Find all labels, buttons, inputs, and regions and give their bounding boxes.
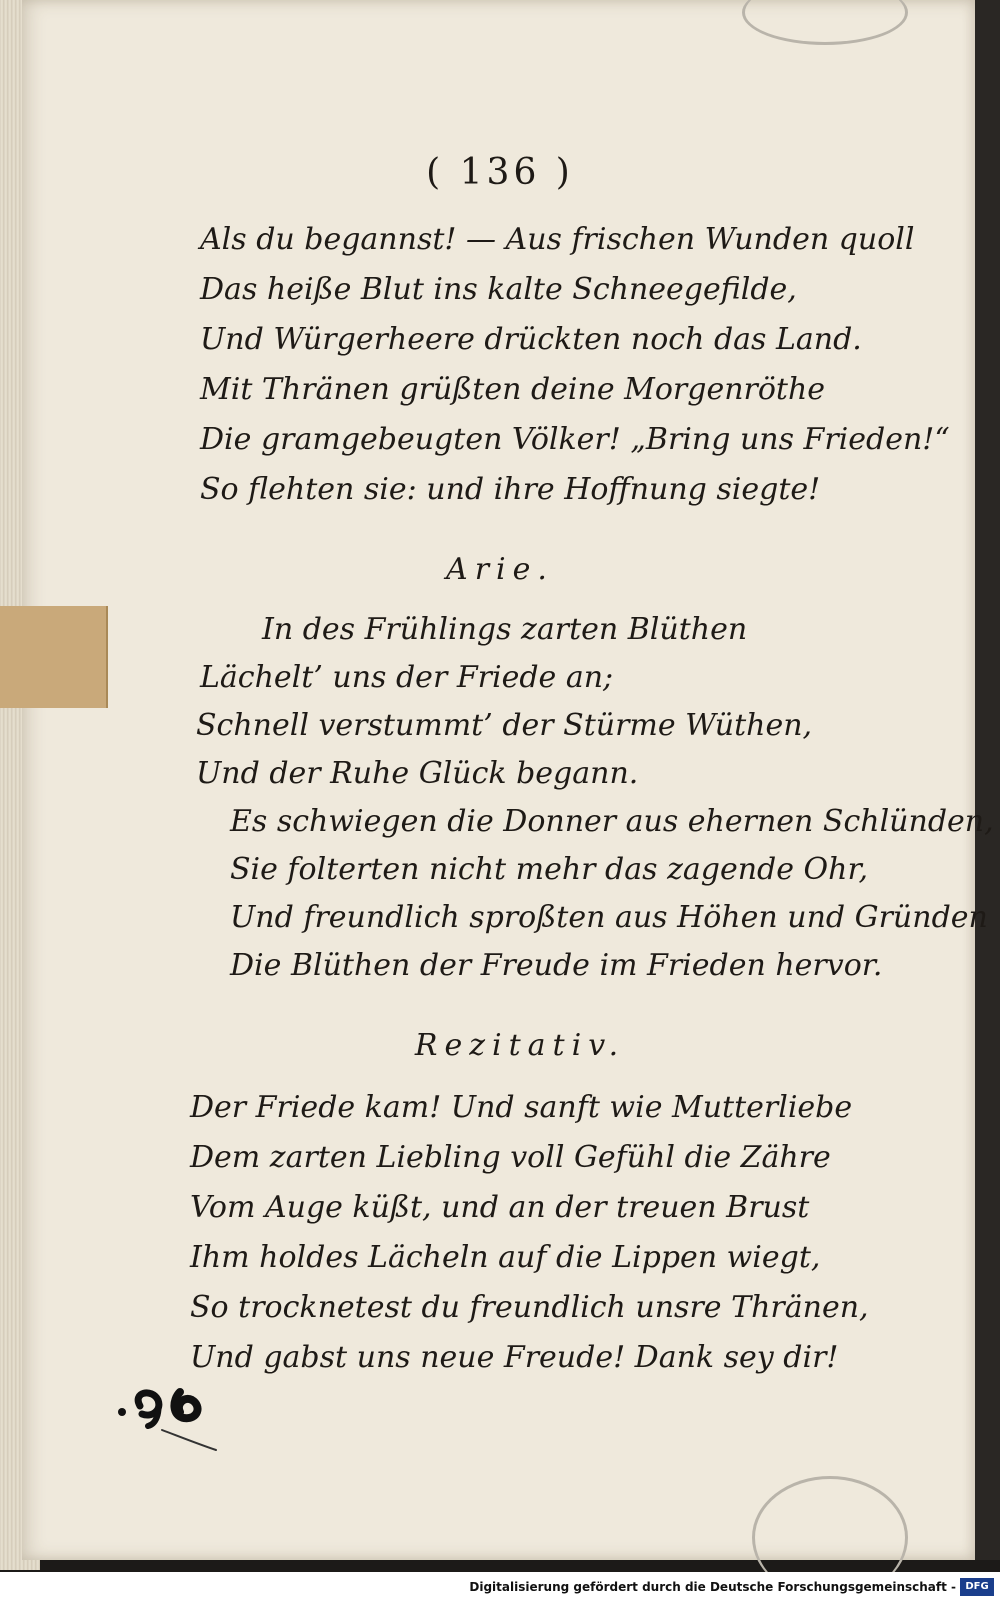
text-line: Vom Auge küßt, und an der treuen Brust	[190, 1190, 810, 1225]
text-line: Und gabst uns neue Freude! Dank sey dir!	[190, 1340, 839, 1375]
text-line: Lächelt’ uns der Friede an;	[200, 660, 614, 695]
text-line: Ihm holdes Lächeln auf die Lippen wiegt,	[190, 1240, 821, 1275]
section-heading-rezitativ: Rezitativ.	[414, 1028, 626, 1063]
text-line: Die gramgebeugten Völker! „Bring uns Frieden!“	[200, 422, 950, 457]
text-line: Und Würgerheere drückten noch das Land.	[200, 322, 862, 357]
text-line: Als du begannst! — Aus frischen Wunden quoll	[200, 222, 915, 257]
text-line: Der Friede kam! Und sanft wie Mutterliebe	[190, 1090, 853, 1125]
page-number: ( 136 )	[426, 152, 574, 193]
handwritten-mark	[118, 1384, 218, 1454]
paper-tab-marker	[0, 606, 108, 708]
text-line: So flehten sie: und ihre Hoffnung siegte!	[200, 472, 821, 507]
text-line: Es schwiegen die Donner aus ehernen Schlünden,	[230, 804, 994, 839]
footer-credit: Digitalisierung gefördert durch die Deutsche Forschungsgemeinschaft -	[469, 1580, 956, 1594]
text-line: Und freundlich sproßten aus Höhen und Gründen	[230, 900, 988, 935]
text-line: Das heiße Blut ins kalte Schneegefilde,	[200, 272, 797, 307]
text-line: Dem zarten Liebling voll Gefühl die Zähre	[190, 1140, 831, 1175]
dfg-logo-icon: DFG	[960, 1578, 994, 1596]
section-heading-arie: Arie.	[446, 552, 554, 587]
text-line: Schnell verstummt’ der Stürme Wüthen,	[196, 708, 813, 743]
text-line: Die Blüthen der Freude im Frieden hervor.	[230, 948, 883, 983]
text-line: Und der Ruhe Glück begann.	[196, 756, 639, 791]
footer-bar	[0, 1572, 1000, 1609]
scan-background	[975, 0, 1000, 1560]
text-line: Sie folterten nicht mehr das zagende Ohr,	[230, 852, 869, 887]
text-line: So trocknetest du freundlich unsre Thränen,	[190, 1290, 869, 1325]
text-line: Mit Thränen grüßten deine Morgenröthe	[200, 372, 826, 407]
text-line: In des Frühlings zarten Blüthen	[262, 612, 748, 647]
